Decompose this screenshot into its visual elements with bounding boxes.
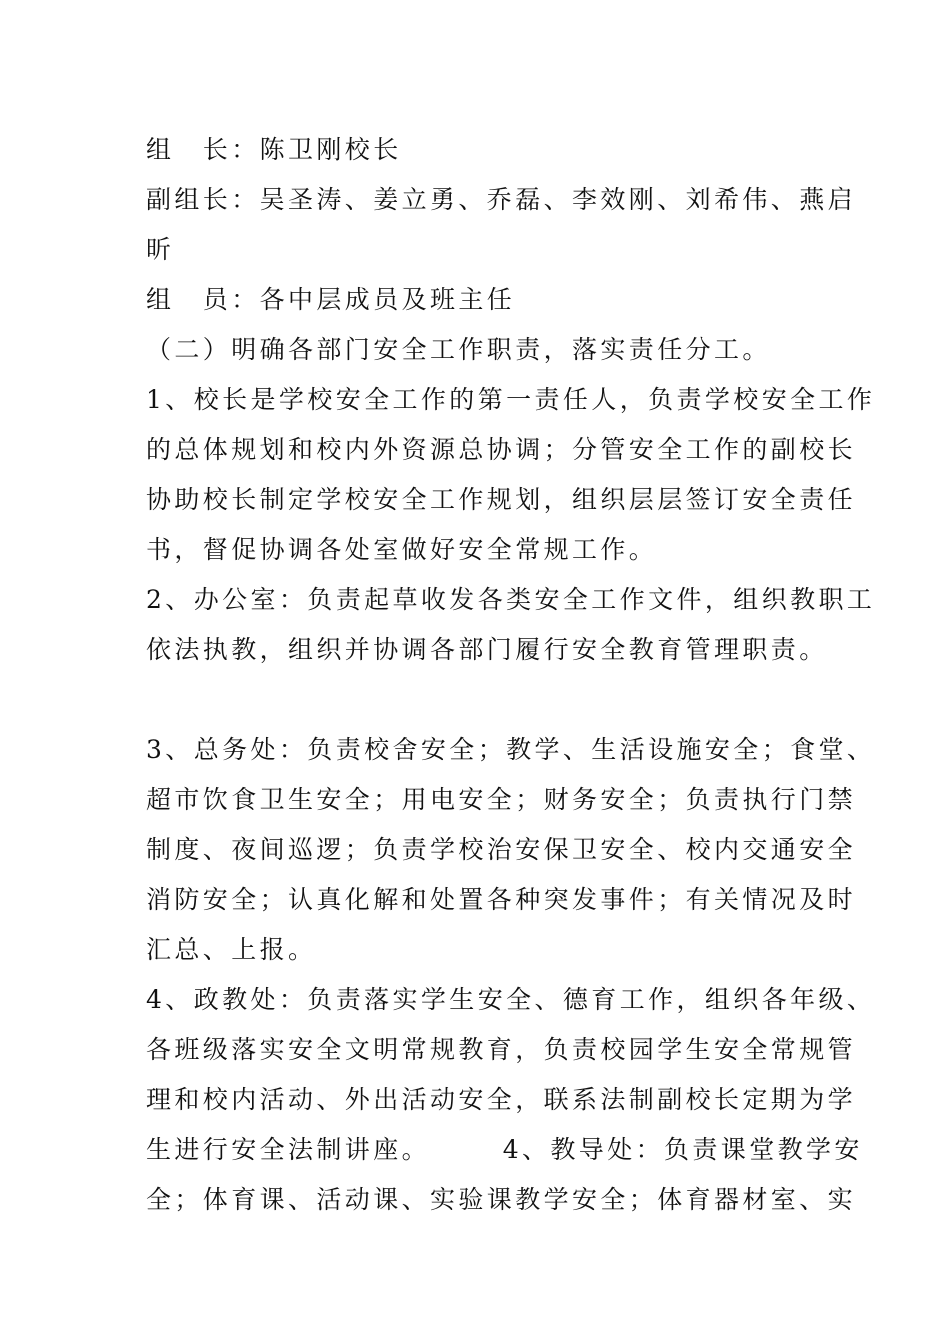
paragraph-3-line-3: 制度、夜间巡逻；负责学校治安保卫安全、校内交通安全	[146, 835, 857, 864]
text-line-members: 组 员：各中层成员及班主任	[146, 285, 516, 314]
paragraph-3-line-5: 汇总、上报。	[146, 935, 317, 964]
text-line-deputy-leaders-cont: 昕	[146, 235, 175, 264]
paragraph-4-line-4: 生进行安全法制讲座。 4、教导处：负责课堂教学安	[146, 1135, 863, 1164]
paragraph-1-line-1: 1、校长是学校安全工作的第一责任人，负责学校安全工作	[146, 385, 876, 414]
paragraph-3-line-4: 消防安全；认真化解和处置各种突发事件；有关情况及时	[146, 885, 857, 914]
paragraph-2-line-2: 依法执教，组织并协调各部门履行安全教育管理职责。	[146, 635, 828, 664]
paragraph-1-line-3: 协助校长制定学校安全工作规划，组织层层签订安全责任	[146, 485, 857, 514]
paragraph-4-line-2: 各班级落实安全文明常规教育，负责校园学生安全常规管	[146, 1035, 857, 1064]
paragraph-2-line-1: 2、办公室：负责起草收发各类安全工作文件，组织教职工	[146, 585, 876, 614]
text-line-leader: 组 长：陈卫刚校长	[146, 135, 402, 164]
text-line-deputy-leaders: 副组长：吴圣涛、姜立勇、乔磊、李效刚、刘希伟、燕启	[146, 185, 857, 214]
paragraph-4-line-1: 4、政教处：负责落实学生安全、德育工作，组织各年级、	[146, 985, 876, 1014]
section-heading-responsibilities: （二）明确各部门安全工作职责，落实责任分工。	[146, 335, 771, 364]
paragraph-3-line-1: 3、总务处：负责校舍安全；教学、生活设施安全；食堂、	[146, 735, 876, 764]
paragraph-4-line-3: 理和校内活动、外出活动安全，联系法制副校长定期为学	[146, 1085, 857, 1114]
paragraph-3-line-2: 超市饮食卫生安全；用电安全；财务安全；负责执行门禁	[146, 785, 857, 814]
paragraph-1-line-4: 书，督促协调各处室做好安全常规工作。	[146, 535, 658, 564]
paragraph-5-line-1: 全；体育课、活动课、实验课教学安全；体育器材室、实	[146, 1185, 857, 1214]
paragraph-1-line-2: 的总体规划和校内外资源总协调；分管安全工作的副校长	[146, 435, 857, 464]
